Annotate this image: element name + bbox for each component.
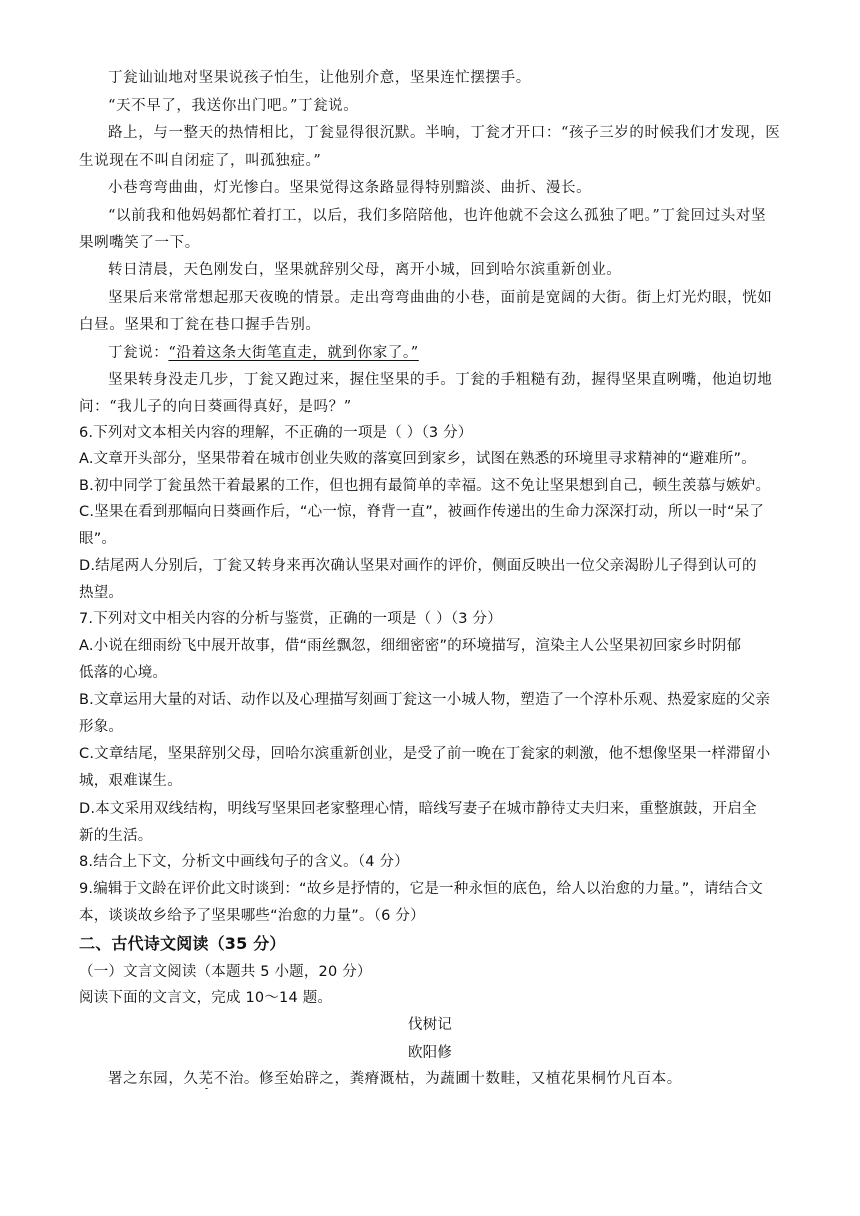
- classical-text-part: 不治。修至始辟之，粪瘠溉枯，为蔬圃十数畦，又植花果桐竹凡百本。: [213, 1071, 682, 1087]
- section-heading: 二、古代诗文阅读（35 分）: [79, 934, 286, 953]
- story-paragraph: 路上，与一整天的热情相比，丁瓮显得很沉默。半晌，丁瓮才开口：“孩子三岁的时候我们才发现，医: [108, 125, 781, 141]
- story-paragraph-continued: 问：“我儿子的向日葵画得真好，是吗？”: [79, 399, 352, 415]
- emphasis-dotted-character: 芜: [198, 1071, 214, 1087]
- question-6-option-d-continued: 热望。: [79, 585, 124, 601]
- story-paragraph: 小巷弯弯曲曲，灯光惨白。坚果觉得这条路显得特别黯淡、曲折、漫长。: [108, 180, 592, 196]
- story-paragraph: 丁瓮讪讪地对坚果说孩子怕生，让他别介意，坚果连忙摆摆手。: [108, 70, 531, 86]
- story-paragraph-continued: 白昼。坚果和丁瓮在巷口握手告别。: [79, 317, 321, 333]
- question-6-option-b: B.初中同学丁瓮虽然干着最累的工作，但也拥有最简单的幸福。这不免让坚果想到自己，顿生羡慕与嫉妒。: [79, 478, 771, 494]
- classical-text-part: 署之东园，久: [108, 1071, 199, 1087]
- story-paragraph: [108, 343, 781, 363]
- question-7-option-d: D.本文采用双线结构，明线写坚果回老家整理心情，暗线写妻子在城市静待丈夫归来，重整旗鼓，开启全: [79, 801, 757, 817]
- story-paragraph-continued: 果咧嘴笑了一下。: [79, 235, 200, 251]
- question-6-option-d: D.结尾两人分别后，丁瓮又转身来再次确认坚果对画作的评价，侧面反映出一位父亲渴盼儿子得到认可的: [79, 558, 757, 574]
- story-paragraph: “天不早了，我送你出门吧。”丁瓮说。: [108, 98, 359, 114]
- question-7-stem: 7.下列对文中相关内容的分析与鉴赏，正确的一项是（ ）（3 分）: [79, 611, 502, 627]
- question-7-option-b-continued: 形象。: [79, 719, 124, 735]
- classical-text-author: 欧阳修: [407, 1045, 453, 1061]
- story-paragraph-continued: 生说现在不叫自闭症了，叫孤独症。”: [79, 153, 322, 169]
- underlined-sentence: “沿着这条大街笔直走，就到你家了。”: [168, 345, 419, 361]
- reading-instruction: 阅读下面的文言文，完成 10～14 题。: [79, 990, 333, 1006]
- question-7-option-c-continued: 城，艰难谋生。: [79, 773, 182, 789]
- question-6-option-c: C.坚果在看到那幅向日葵画作后，“心一惊，脊背一直”，被画作传递出的生命力深深打动，所以一时“呆了: [79, 504, 765, 520]
- story-paragraph: 转日清晨，天色刚发白，坚果就辞别父母，离开小城，回到哈尔滨重新创业。: [108, 262, 622, 278]
- question-6-stem: 6.下列对文本相关内容的理解，不正确的一项是（ ）（3 分）: [79, 425, 473, 441]
- question-8: 8.结合上下文，分析文中画线句子的含义。（4 分）: [79, 854, 409, 870]
- question-9: 9.编辑于文龄在评价此文时谈到：“故乡是抒情的，它是一种永恒的底色，给人以治愈的力量。”，请结合文: [79, 881, 763, 897]
- classical-text-body: [108, 1069, 781, 1089]
- question-9-continued: 本，谈谈故乡给予了坚果哪些“治愈的力量”。（6 分）: [79, 908, 425, 924]
- question-7-option-d-continued: 新的生活。: [79, 828, 153, 844]
- speaker-prefix: 丁瓮说：: [108, 345, 169, 361]
- question-6-option-a: A.文章开头部分，坚果带着在城市创业失败的落寞回到家乡，试图在熟悉的环境里寻求精神的“避难所”。: [79, 451, 756, 467]
- classical-text-title: 伐树记: [407, 1017, 453, 1033]
- question-7-option-c: C.文章结尾，坚果辞别父母，回哈尔滨重新创业，是受了前一晚在丁瓮家的刺激，他不想像坚果一样滞留小: [79, 746, 771, 762]
- story-paragraph: 坚果后来常常想起那天夜晚的情景。走出弯弯曲曲的小巷，面前是宽阔的大街。街上灯光灼眼，恍如: [108, 290, 773, 306]
- question-7-option-a: A.小说在细雨纷飞中展开故事，借“雨丝飘忽，细细密密”的环境描写，渲染主人公坚果初回家乡时阴郁: [79, 638, 742, 654]
- question-6-option-c-continued: 眼”。: [79, 531, 117, 547]
- story-paragraph: 坚果转身没走几步，丁瓮又跑过来，握住坚果的手。丁瓮的手粗糙有劲，握得坚果直咧嘴，他迫切地: [108, 372, 773, 388]
- question-7-option-b: B.文章运用大量的对话、动作以及心理描写刻画丁瓮这一小城人物，塑造了一个淳朴乐观、热爱家庭的父亲: [79, 692, 771, 708]
- question-7-option-a-continued: 低落的心境。: [79, 665, 168, 681]
- story-paragraph: “以前我和他妈妈都忙着打工，以后，我们多陪陪他，也许他就不会这么孤独了吧。”丁瓮回过头对坚: [108, 208, 767, 224]
- sub-heading: （一）文言文阅读（本题共 5 小题，20 分）: [79, 964, 372, 980]
